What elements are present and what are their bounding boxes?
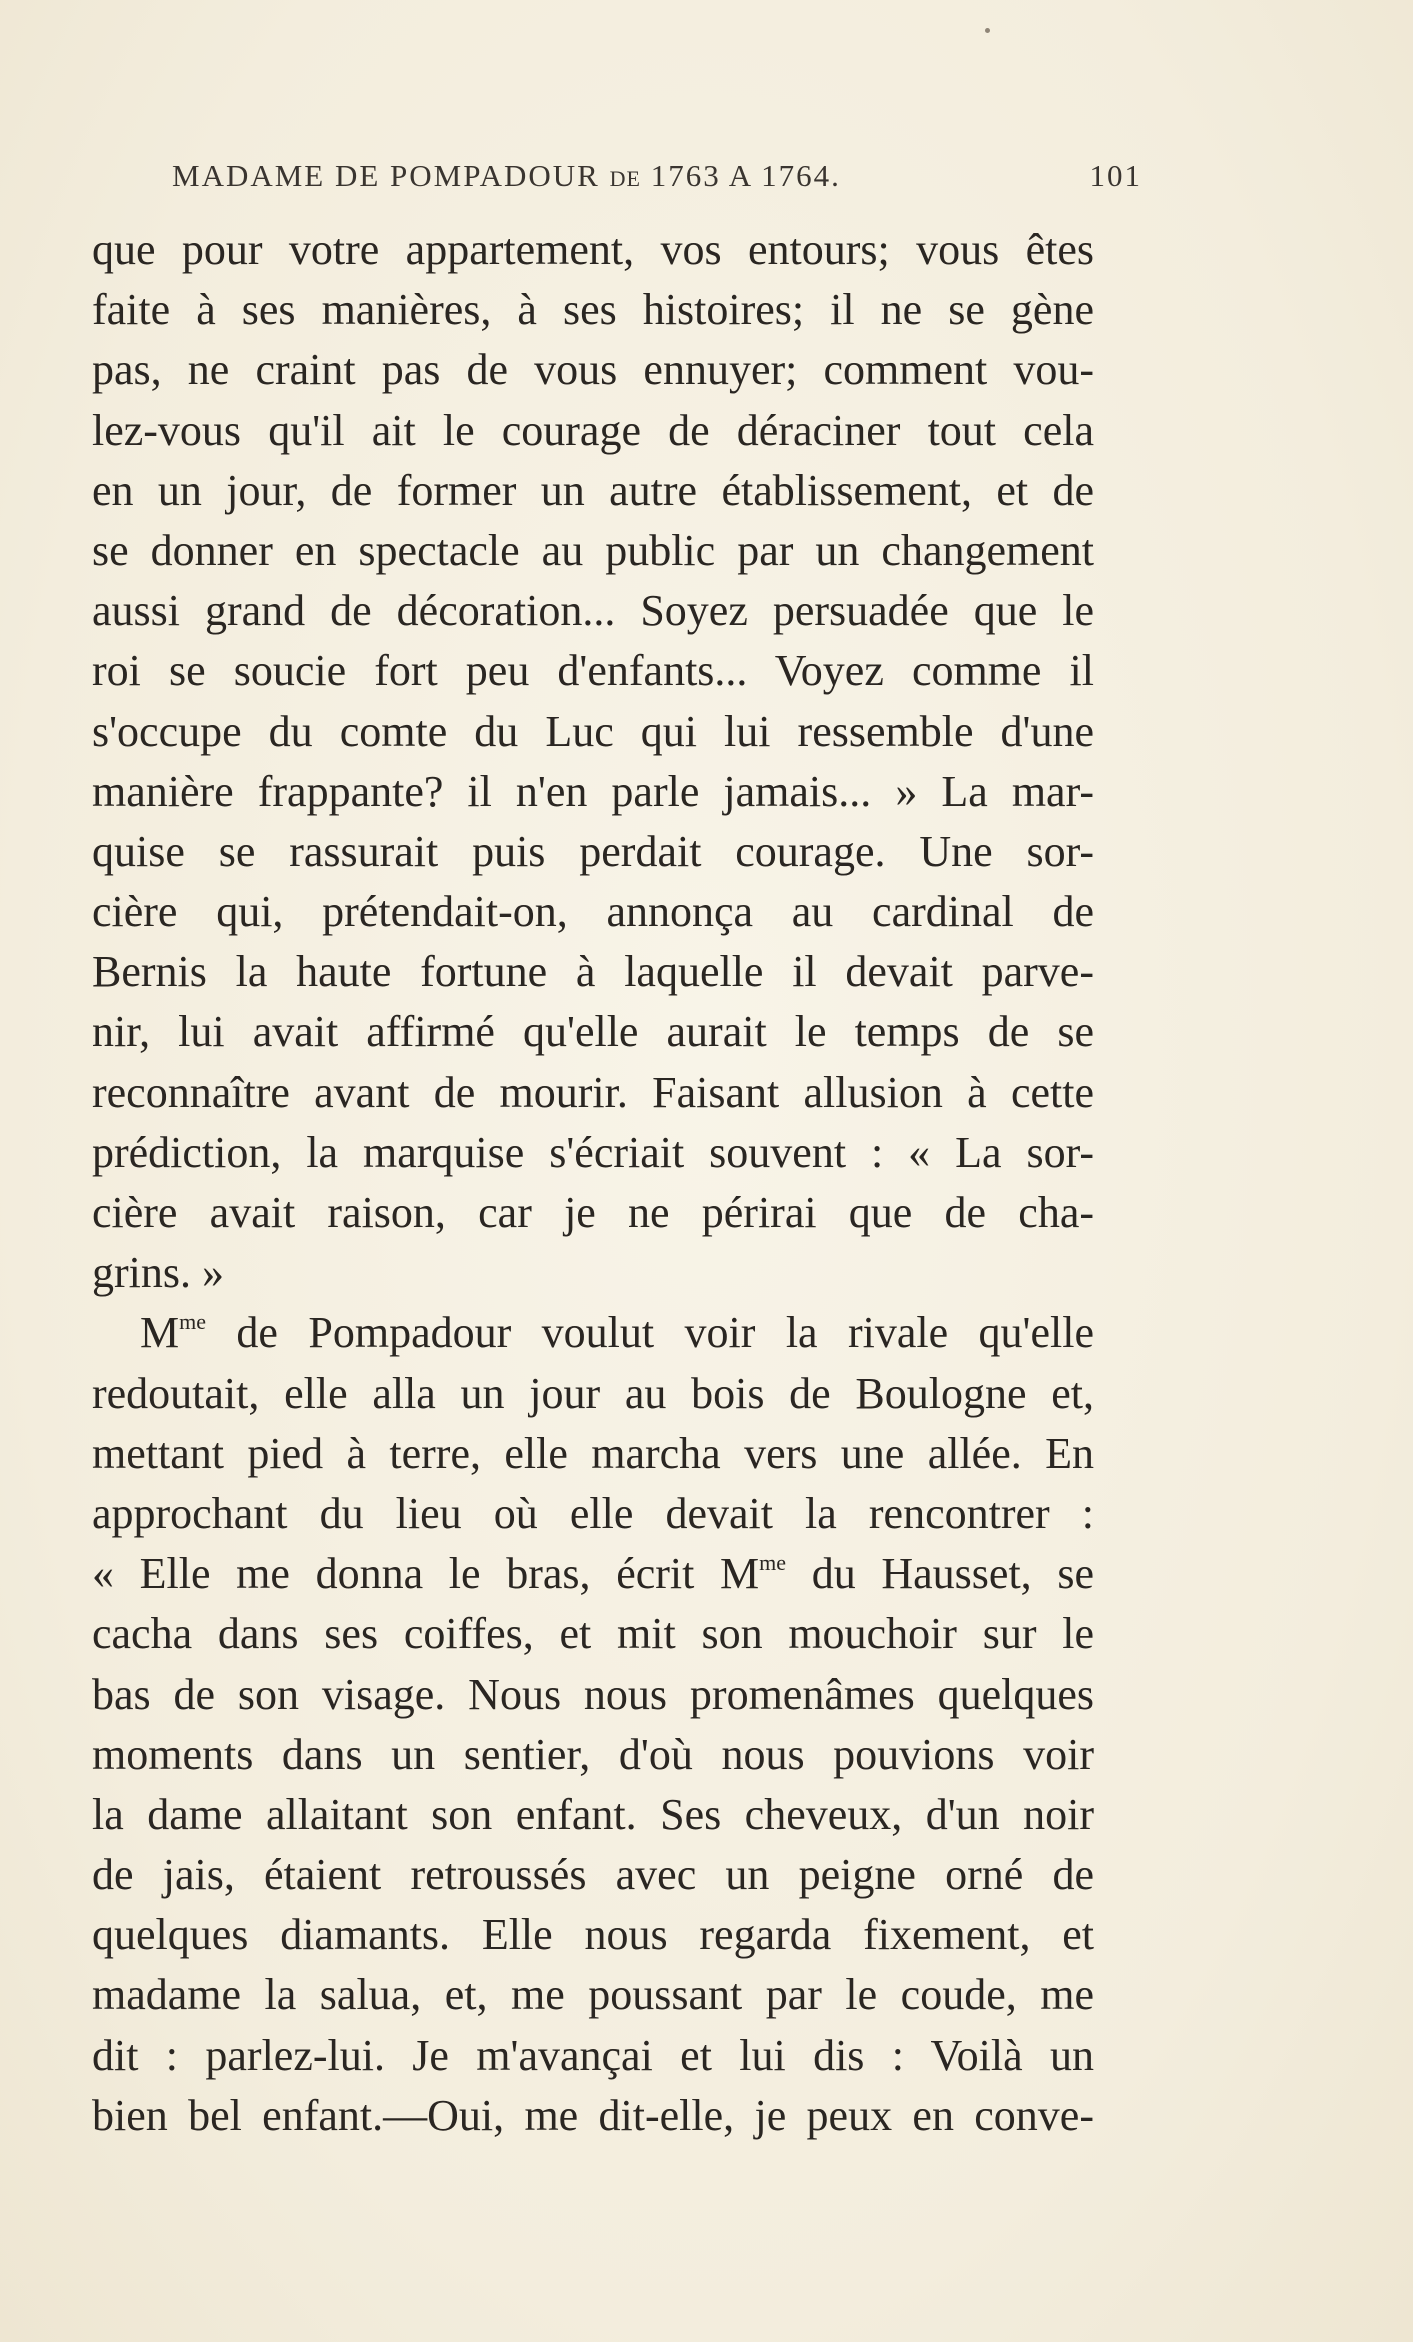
text-line: en un jour, de former un autre établissement, et de bbox=[92, 465, 1094, 515]
running-title bbox=[172, 158, 841, 194]
text-line: pas, ne craint pas de vous ennuyer; comment vou- bbox=[92, 345, 1094, 395]
text-line: reconnaître avant de mourir. Faisant allusion à cette bbox=[92, 1067, 1094, 1117]
text-line: de jais, étaient retroussés avec un peigne orné de bbox=[92, 1850, 1094, 1900]
text-line: redoutait, elle alla un jour au bois de Boulogne et, bbox=[92, 1368, 1094, 1418]
running-title-years: 1763 A 1764. bbox=[650, 158, 841, 193]
running-title-main: MADAME DE POMPADOUR bbox=[172, 158, 600, 193]
body-text bbox=[92, 220, 1094, 2146]
text-line: se donner en spectacle au public par un changement bbox=[92, 525, 1094, 575]
text-line: prédiction, la marquise s'écriait souvent : « La sor- bbox=[92, 1127, 1094, 1177]
ink-speck bbox=[985, 28, 990, 33]
text-line: quise se rassurait puis perdait courage. Une sor- bbox=[92, 826, 1094, 876]
text-line bbox=[92, 1544, 1094, 1604]
text-line: que pour votre appartement, vos entours; vous êtes bbox=[92, 225, 1094, 274]
text-line: dit : parlez-lui. Je m'avançai et lui dis : Voilà un bbox=[92, 2030, 1094, 2080]
text-line: Bernis la haute fortune à laquelle il devait parve- bbox=[92, 947, 1094, 997]
running-title-de: DE bbox=[609, 166, 641, 191]
text-line: madame la salua, et, me poussant par le coude, me bbox=[92, 1970, 1094, 2020]
text-line: bas de son visage. Nous nous promenâmes quelques bbox=[92, 1669, 1094, 1719]
text-line: bien bel enfant.—Oui, me dit-elle, je peux en conve- bbox=[92, 2090, 1094, 2140]
paragraph-start-line bbox=[92, 1303, 1094, 1363]
text-line: moments dans un sentier, d'où nous pouvions voir bbox=[92, 1729, 1094, 1779]
text-line: cière qui, prétendait-on, annonça au cardinal de bbox=[92, 887, 1094, 937]
text-line: approchant du lieu où elle devait la rencontrer : bbox=[92, 1488, 1094, 1538]
line-text: de Pompadour voulut voir la rivale qu'elle bbox=[206, 1308, 1094, 1358]
text-line: aussi grand de décoration... Soyez persuadée que le bbox=[92, 586, 1094, 636]
text-line: faite à ses manières, à ses histoires; il ne se gène bbox=[92, 285, 1094, 335]
text-line: s'occupe du comte du Luc qui lui ressemble d'une bbox=[92, 706, 1094, 756]
text-line: cacha dans ses coiffes, et mit son mouchoir sur le bbox=[92, 1609, 1094, 1659]
text-line: cière avait raison, car je ne périrai que de cha- bbox=[92, 1188, 1094, 1237]
line-text: « Elle me donna le bras, écrit M bbox=[92, 1549, 760, 1599]
running-header bbox=[172, 158, 1142, 198]
paragraph-end-line: grins. » bbox=[92, 1248, 224, 1298]
abbrev-madame: M bbox=[140, 1308, 180, 1358]
superscript-me: me bbox=[179, 1309, 207, 1335]
text-line: roi se soucie fort peu d'enfants... Voyez comme il bbox=[92, 646, 1094, 696]
text-line: mettant pied à terre, elle marcha vers une allée. En bbox=[92, 1428, 1094, 1478]
text-line: la dame allaitant son enfant. Ses cheveux, d'un noir bbox=[92, 1789, 1094, 1839]
text-line: nir, lui avait affirmé qu'elle aurait le temps de se bbox=[92, 1007, 1094, 1057]
text-line: manière frappante? il n'en parle jamais... » La mar- bbox=[92, 766, 1094, 816]
page-number: 101 bbox=[1089, 158, 1142, 193]
superscript-me: me bbox=[759, 1550, 787, 1576]
line-text: du Hausset, se bbox=[786, 1549, 1094, 1599]
text-line: quelques diamants. Elle nous regarda fixement, et bbox=[92, 1910, 1094, 1960]
text-line: lez-vous qu'il ait le courage de déraciner tout cela bbox=[92, 405, 1094, 455]
